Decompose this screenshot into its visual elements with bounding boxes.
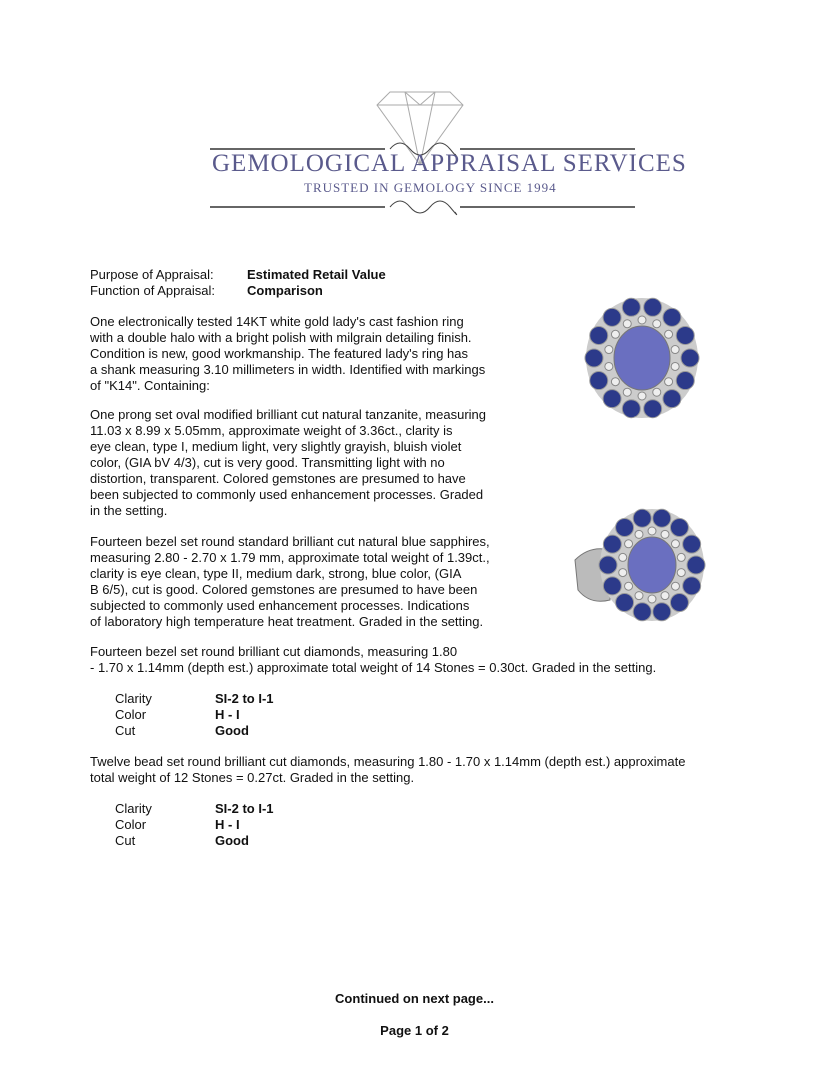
appraisal-purpose bbox=[90, 267, 386, 299]
text-line: Condition is new, good workmanship. The featured lady's ring has bbox=[90, 346, 469, 361]
grades-table-1 bbox=[115, 691, 274, 739]
text-line: of laboratory high temperature heat treatment. Graded in the setting. bbox=[90, 614, 484, 629]
function-label: Function of Appraisal: bbox=[90, 283, 216, 298]
paragraph-diamonds-bead bbox=[90, 754, 685, 786]
grades-table-2 bbox=[115, 801, 274, 849]
grade-value: SI-2 to I-1 bbox=[215, 801, 274, 816]
text-line: in the setting. bbox=[90, 503, 168, 518]
text-line: total weight of 12 Stones = 0.27ct. Graded in the setting. bbox=[90, 770, 415, 785]
text-line: One electronically tested 14KT white gold lady's cast fashion ring bbox=[90, 314, 464, 329]
grade-label: Cut bbox=[115, 723, 136, 738]
text-line: distortion, transparent. Colored gemstones are presumed to have bbox=[90, 471, 466, 486]
text-line: with a double halo with a bright polish with milgrain detailing finish. bbox=[90, 330, 472, 345]
grade-value: Good bbox=[215, 833, 249, 848]
text-line: a shank measuring 3.10 millimeters in width. Identified with markings bbox=[90, 362, 486, 377]
text-line: B 6/5), cut is good. Colored gemstones are presumed to have been bbox=[90, 582, 478, 597]
purpose-value: Estimated Retail Value bbox=[247, 267, 386, 282]
text-line: measuring 2.80 - 2.70 x 1.79 mm, approximate total weight of 1.39ct., bbox=[90, 550, 490, 565]
paragraph-sapphires bbox=[90, 534, 490, 630]
grade-value: H - I bbox=[215, 817, 240, 832]
ring-top-photo bbox=[570, 295, 710, 425]
text-line: eye clean, type I, medium light, very slightly grayish, bluish violet bbox=[90, 439, 462, 454]
grade-label: Clarity bbox=[115, 801, 152, 816]
text-line: of "K14". Containing: bbox=[90, 378, 210, 393]
tagline: TRUSTED IN GEMOLOGY SINCE 1994 bbox=[304, 180, 557, 195]
ring-side-photo bbox=[570, 505, 710, 630]
grade-label: Color bbox=[115, 817, 147, 832]
grade-label: Cut bbox=[115, 833, 136, 848]
text-line: Fourteen bezel set round standard brilliant cut natural blue sapphires, bbox=[90, 534, 490, 549]
paragraph-diamonds-bezel bbox=[90, 644, 656, 676]
grade-value: H - I bbox=[215, 707, 240, 722]
function-value: Comparison bbox=[247, 283, 323, 298]
continued-note: Continued on next page... bbox=[335, 991, 494, 1006]
text-line: subjected to commonly used enhancement processes. Indications bbox=[90, 598, 470, 613]
text-line: clarity is eye clean, type II, medium dark, strong, blue color, (GIA bbox=[90, 566, 462, 581]
text-line: - 1.70 x 1.14mm (depth est.) approximate total weight of 14 Stones = 0.30ct. Graded in the setting. bbox=[90, 660, 657, 675]
grade-row bbox=[115, 801, 274, 817]
grade-row bbox=[115, 723, 274, 739]
purpose-label: Purpose of Appraisal: bbox=[90, 267, 214, 282]
grade-row bbox=[115, 707, 274, 723]
grade-row bbox=[115, 833, 274, 849]
paragraph-ring bbox=[90, 314, 485, 394]
grade-label: Clarity bbox=[115, 691, 152, 706]
text-line: Twelve bead set round brilliant cut diamonds, measuring 1.80 - 1.70 x 1.14mm (depth est.) approximate bbox=[90, 754, 686, 769]
grade-row bbox=[115, 691, 274, 707]
grade-label: Color bbox=[115, 707, 147, 722]
page-number: Page 1 of 2 bbox=[380, 1023, 449, 1038]
text-line: been subjected to commonly used enhancement processes. Graded bbox=[90, 487, 484, 502]
company-name: GEMOLOGICAL APPRAISAL SERVICES bbox=[212, 150, 687, 177]
grade-value: Good bbox=[215, 723, 249, 738]
text-line: 11.03 x 8.99 x 5.05mm, approximate weight of 3.36ct., clarity is bbox=[90, 423, 453, 438]
grade-value: SI-2 to I-1 bbox=[215, 691, 274, 706]
text-line: color, (GIA bV 4/3), cut is very good. Transmitting light with no bbox=[90, 455, 445, 470]
paragraph-tanzanite bbox=[90, 407, 486, 519]
grade-row bbox=[115, 817, 274, 833]
text-line: Fourteen bezel set round brilliant cut diamonds, measuring 1.80 bbox=[90, 644, 458, 659]
text-line: One prong set oval modified brilliant cut natural tanzanite, measuring bbox=[90, 407, 486, 422]
